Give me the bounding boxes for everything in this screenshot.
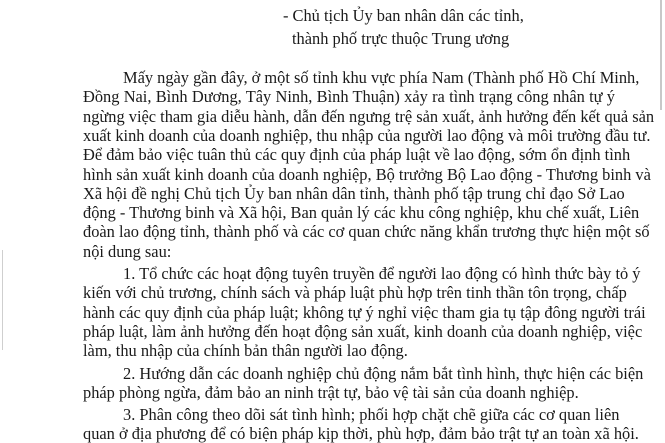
intro-paragraph-line: ngừng việc tham gia diễu hành, dẫn đến ngưng trệ sản xuất, ảnh hưởng đến kết quả sản <box>83 106 655 126</box>
intro-paragraph-line: Xã hội đề nghị Chủ tịch Ủy ban nhân dân tỉnh, thành phố tập trung chỉ đạo Sở Lao <box>83 183 625 203</box>
item-2-line: 2. Hướng dẫn các doanh nghiệp chủ động nắm bắt tình hình, thực hiện các biện <box>123 363 644 383</box>
intro-paragraph-line: xuất kinh doanh của doanh nghiệp, thu nhập của người lao động và môi trường đầu tư. <box>83 125 651 145</box>
intro-paragraph-line: Để đảm bảo việc tuân thủ các quy định của pháp luật về lao động, sớm ổn định tình <box>83 145 631 165</box>
scan-edge-left <box>2 250 3 350</box>
recipient-line-2: thành phố trực thuộc Trung ương <box>292 29 510 48</box>
item-1-line: kiến với chủ trương, chính sách và pháp luật phù hợp trên tinh thần tôn trọng, chấp <box>83 283 627 303</box>
item-1-line: hành các quy định của pháp luật; không tự ý nghỉ việc tham gia tụ tập đông người trái <box>83 302 646 322</box>
item-3-line: 3. Phân công theo dõi sát tình hình; phối hợp chặt chẽ giữa các cơ quan liên <box>123 405 620 425</box>
intro-paragraph-line: đoàn lao động tỉnh, thành phố và các cơ quan chức năng khẩn trương thực hiện một số <box>83 222 650 242</box>
intro-paragraph-line: nội dung sau: <box>83 241 172 261</box>
intro-paragraph-line: hình sản xuất kinh doanh của doanh nghiệp, Bộ trưởng Bộ Lao động - Thương binh và <box>83 164 651 184</box>
item-1-line: làm, thu nhập của chính bản thân người lao động. <box>83 341 408 361</box>
intro-paragraph-line: Mấy ngày gần đây, ở một số tỉnh khu vực phía Nam (Thành phố Hồ Chí Minh, <box>123 68 640 87</box>
scan-edge-right <box>660 0 662 110</box>
item-1-line: 1. Tổ chức các hoạt động tuyên truyền để người lao động có hình thức bày tỏ ý <box>123 264 641 283</box>
item-1-line: pháp luật, làm ảnh hưởng đến hoạt động sản xuất, kinh doanh của doanh nghiệp, việc <box>83 321 643 341</box>
item-3-line: quan ở địa phương để có biện pháp kịp thời, phù hợp, đảm bảo trật tự an toàn xã hội. <box>83 424 639 443</box>
item-2-line: pháp phòng ngừa, đảm bảo an ninh trật tự, bảo vệ tài sản của doanh nghiệp. <box>83 382 579 402</box>
intro-paragraph-line: động - Thương binh và Xã hội, Ban quản lý các khu công nghiệp, khu chế xuất, Liên <box>83 203 640 223</box>
recipient-line-1: - Chủ tịch Ủy ban nhân dân các tỉnh, <box>283 6 524 25</box>
intro-paragraph-line: Đồng Nai, Bình Dương, Tây Ninh, Bình Thuận) xảy ra tình trạng công nhân tự ý <box>83 87 615 107</box>
